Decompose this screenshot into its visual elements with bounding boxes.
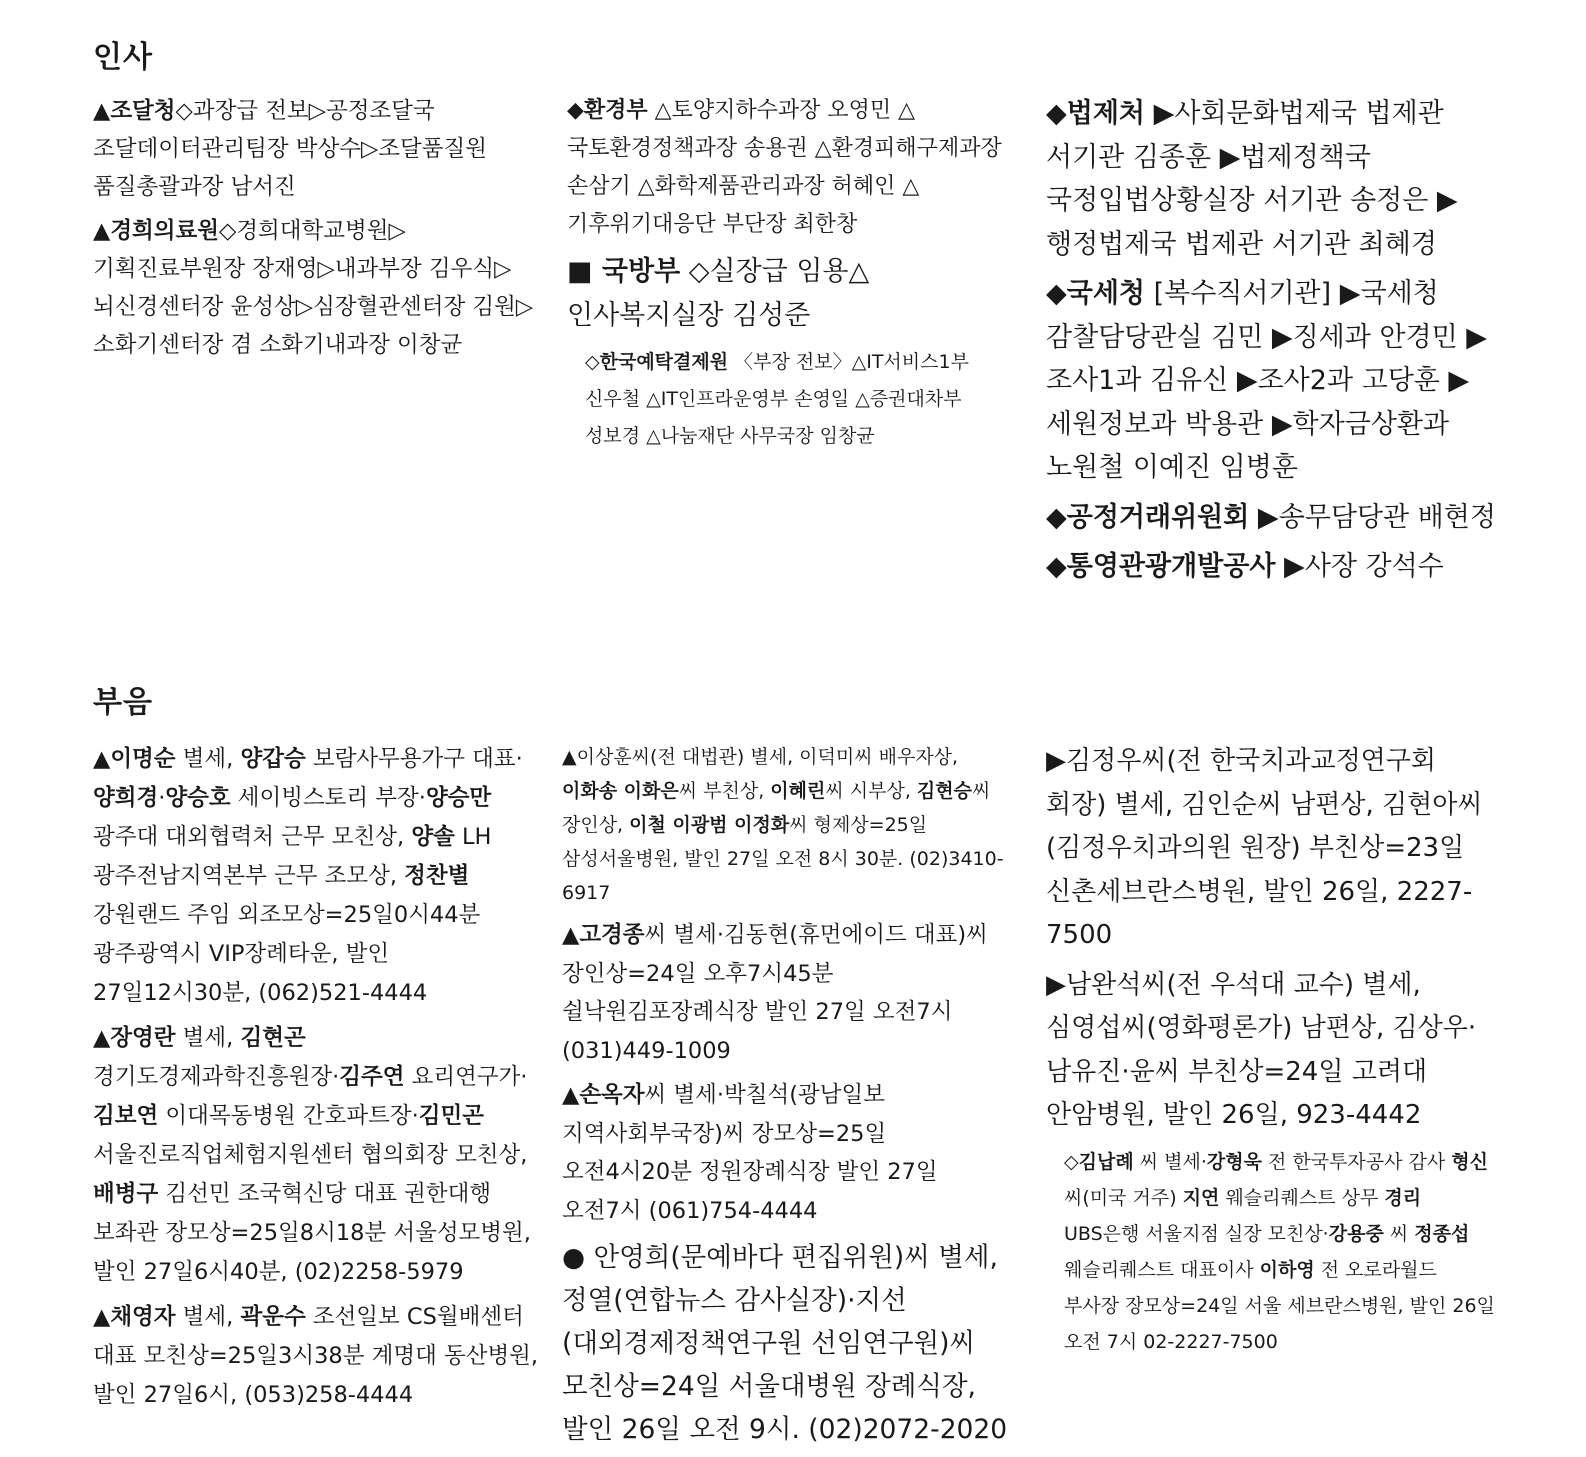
appointment-text: [복수직서기관] ▶국세청 감찰담당관실 김민 ▶징세과 안경민 ▶조사1과 김유신 ▶조사2과 고당훈 ▶세원정보과 박용관 ▶학자금상환과 노원철 이예진 임병훈	[1046, 278, 1488, 483]
entry-marker-icon: ▶	[1046, 746, 1066, 776]
entry-marker-icon: ▲	[93, 218, 111, 244]
obituary-text: 보람사무용가구 대표·	[305, 746, 523, 772]
appointment-text: △토양지하수과장 오영민 △국토환경정책과장 송용권 △환경피해구제과장 손삼기 △화학제품관리과장 허혜인 △기후위기대응단 부단장 최한창	[567, 98, 1002, 237]
obituary-column-1	[93, 740, 541, 1421]
obituary-text: 씨	[1383, 1222, 1415, 1245]
obituary-entry	[562, 916, 1017, 1070]
entry-marker-icon: ◇	[585, 351, 600, 373]
obituary-text: 안영희(문예바다 편집위원)씨 별세, 정열(연합뉴스 감사실장)·지선(대외경제정책연구원 선임연구원)씨 모친상=24일 서울대병원 장례식장, 발인 26일 오전 9시. (02)2072-2020	[562, 1242, 1008, 1445]
appointment-text: ▶사장 강석수	[1275, 551, 1444, 582]
personnel-entry	[567, 344, 1017, 455]
entry-marker-icon: ◆	[1046, 551, 1067, 582]
obituary-text: 전 오로라월드 부사장 장모상=24일 서울 세브란스병원, 발인 26일 오전 7시 02-2227-7500	[1064, 1258, 1495, 1353]
obituary-text: 요리연구가·	[404, 1064, 528, 1090]
entry-marker-icon: ▲	[562, 922, 580, 948]
obituary-entry	[1046, 964, 1496, 1138]
appointment-text: ▶송무담당관 배현정	[1249, 501, 1496, 533]
entry-marker-icon: ▲	[93, 1025, 111, 1051]
person-name: 손옥자	[579, 1082, 645, 1108]
obituary-text: 씨 별세·박칠석(광남일보 지역사회부국장)씨 장모상=25일 오전4시20분 정원장례식장 발인 27일 오전7시 (061)754-4444	[562, 1082, 938, 1224]
obituary-text: UBS은행 서울지점 실장 모친상·	[1064, 1222, 1329, 1245]
person-name: 정종섭	[1414, 1222, 1470, 1245]
obituary-text: 씨 형제상=25일 삼성서울병원, 발인 27일 오전 8시 30분. (02)3410-6917	[562, 814, 1004, 904]
obituary-entry	[93, 1298, 541, 1415]
entry-marker-icon: ◆	[1046, 98, 1067, 129]
personnel-entry	[93, 92, 541, 206]
person-name: 김보연	[93, 1103, 159, 1129]
obituary-text: 씨 별세·	[1133, 1150, 1207, 1173]
person-name: 경리	[1384, 1186, 1422, 1209]
personnel-entry	[1046, 496, 1496, 540]
entry-marker-icon: ▲	[93, 98, 111, 124]
personnel-column-3	[1046, 92, 1496, 595]
entry-marker-icon: ◆	[567, 98, 584, 123]
organization-name: 국방부	[592, 256, 681, 287]
entry-marker-icon: ◆	[1046, 501, 1067, 533]
organization-name: 공정거래위원회	[1066, 501, 1250, 533]
personnel-entry	[1046, 545, 1496, 589]
appointment-text: ◇과장급 전보▷공정조달국 조달데이터관리팀장 박상수▷조달품질원 품질총괄과장 남서진	[93, 98, 487, 200]
personnel-section-title: 인사	[93, 40, 153, 75]
obituary-text: 강원랜드 주임 외조모상=25일0시44분 광주광역시 VIP장례타운, 발인 27일12시30분, (062)521-4444	[93, 902, 481, 1006]
obituary-entry	[93, 1019, 541, 1292]
organization-name: 조달청	[110, 98, 176, 124]
person-name: 배병구	[93, 1181, 159, 1207]
person-name: 장영란	[110, 1025, 176, 1051]
entry-marker-icon: ◆	[1046, 278, 1067, 309]
entry-marker-icon: ▲	[562, 746, 577, 768]
personnel-entry	[1046, 92, 1496, 266]
person-name: 김민곤	[418, 1103, 484, 1129]
entry-marker-icon: ▲	[93, 746, 111, 772]
obituary-text: 웨슬리퀘스트 상무	[1219, 1186, 1385, 1209]
personnel-entry	[1046, 272, 1496, 490]
obituary-text: 별세,	[175, 1304, 241, 1330]
obituary-text: 별세,	[175, 1025, 241, 1051]
personnel-column-1	[93, 92, 541, 370]
person-name: 이화송 이화은	[562, 780, 679, 802]
appointment-text: ◇경희대학교병원▷기획진료부원장 장재영▷내과부장 김우식▷뇌신경센터장 윤성상▷심장혈관센터장 김원▷소화기센터장 겸 소화기내과장 이창균	[93, 218, 534, 358]
personnel-entry	[93, 212, 541, 364]
obituary-text: 김정우씨(전 한국치과교정연구회 회장) 별세, 김인순씨 남편상, 김현아씨(김정우치과의원 원장) 부친상=23일 신촌세브란스병원, 발인 26일, 2227-7500	[1046, 746, 1483, 950]
obituary-text: 김선민 조국혁신당 대표 권한대행 보좌관 장모상=25일8시18분 서울성모병원, 발인 27일6시40분, (02)2258-5979	[93, 1181, 531, 1285]
entry-marker-icon: ▲	[562, 1082, 580, 1108]
obituary-text: 씨 별세·김동현(휴먼에이드 대표)씨 장인상=24일 오후7시45분 쉴낙원김포장례식장 발인 27일 오전7시 (031)449-1009	[562, 922, 988, 1064]
entry-marker-icon: ■	[567, 256, 593, 287]
person-name: 채영자	[110, 1304, 176, 1330]
person-name: 고경종	[579, 922, 645, 948]
organization-name: 한국예탁결제원	[599, 351, 729, 373]
personnel-column-2	[567, 92, 1017, 461]
obituary-entry	[562, 1236, 1017, 1451]
obituary-text: 씨(미국 거주)	[1064, 1186, 1183, 1209]
entry-marker-icon: ●	[562, 1242, 586, 1273]
person-name: 강용중	[1328, 1222, 1384, 1245]
obituary-entry	[93, 740, 541, 1013]
obituary-text: 씨 시부상,	[825, 780, 917, 802]
obituary-entry	[1046, 740, 1496, 958]
obituary-text: LH 광주전남지역본부 근무 조모상,	[93, 824, 492, 889]
person-name: 이혜린	[770, 780, 826, 802]
person-name: 강형욱	[1206, 1150, 1262, 1173]
organization-name: 국세청	[1066, 278, 1146, 309]
person-name: 양승만	[425, 785, 492, 811]
obituary-text: ·	[158, 785, 166, 811]
obituary-text: 전 한국투자공사 감사	[1261, 1150, 1452, 1173]
obituary-text: 씨 부친상,	[678, 780, 771, 802]
obituary-text: 광주대 대외협력처 근무 모친상,	[93, 824, 412, 850]
obituary-text: 웨슬리퀘스트 대표이사	[1064, 1258, 1260, 1281]
obituary-text: 이대목동병원 간호파트장·	[158, 1103, 419, 1129]
person-name: 김납례	[1078, 1150, 1134, 1173]
organization-name: 법제처	[1066, 98, 1146, 129]
person-name: 이명순	[110, 746, 176, 772]
entry-marker-icon: ▲	[93, 1304, 111, 1330]
obituary-text: 이상훈씨(전 대법관) 별세, 이덕미씨 배우자상,	[576, 746, 959, 768]
person-name: 김주연	[339, 1064, 405, 1090]
entry-marker-icon: ▶	[1046, 969, 1066, 1000]
organization-name: 통영관광개발공사	[1066, 551, 1276, 582]
obituary-text: 씨 장인상,	[562, 780, 991, 836]
obituary-text: 경기도경제과학진흥원장·	[93, 1064, 340, 1090]
person-name: 이철 이광범 이정화	[629, 814, 790, 836]
person-name: 김현승	[916, 780, 972, 802]
person-name: 이하영	[1259, 1258, 1315, 1281]
person-name: 김현곤	[240, 1025, 306, 1051]
obituary-entry	[562, 1076, 1017, 1230]
obituary-text: 남완석씨(전 우석대 교수) 별세, 심영섭씨(영화평론가) 남편상, 김상우·남유진·윤씨 부친상=24일 고려대 안암병원, 발인 26일, 923-4442	[1046, 969, 1477, 1130]
entry-marker-icon: ◇	[1064, 1150, 1079, 1173]
organization-name: 환경부	[583, 98, 648, 123]
obituary-column-3	[1046, 740, 1496, 1366]
person-name: 양갑승	[240, 746, 306, 772]
obituary-text: 세이빙스토리 부장·	[230, 785, 426, 811]
person-name: 지연	[1182, 1186, 1220, 1209]
obituary-text: 조선일보 CS월배센터 대표 모친상=25일3시38분 계명대 동산병원, 발인 27일6시, (053)258-4444	[93, 1304, 539, 1408]
obituary-text: 별세,	[175, 746, 241, 772]
personnel-entry	[567, 92, 1017, 244]
person-name: 곽운수	[240, 1304, 306, 1330]
appointment-text: 〈부장 전보〉△IT서비스1부 신우철 △IT인프라운영부 손영일 △증권대차부 성보경 △나눔재단 사무국장 임창균	[585, 351, 969, 447]
person-name: 양솔	[411, 824, 455, 850]
person-name: 정찬별	[404, 863, 470, 889]
organization-name: 경희의료원	[110, 218, 219, 244]
obituary-text: 서울진로직업체험지원센터 협의회장 모친상,	[93, 1142, 528, 1168]
person-name: 형신	[1451, 1150, 1489, 1173]
obituary-column-2	[562, 740, 1017, 1457]
appointment-text: ▶사회문화법제국 법제관 서기관 김종훈 ▶법제정책국 국정입법상황실장 서기관 송정은 ▶행정법제국 법제관 서기관 최혜경	[1046, 98, 1458, 260]
personnel-entry	[567, 250, 1017, 338]
obituary-entry	[1046, 1144, 1496, 1360]
appointment-text: ◇실장급 임용△인사복지실장 김성준	[567, 256, 870, 331]
person-name: 양희경	[93, 785, 159, 811]
person-name: 양승호	[165, 785, 231, 811]
obituary-section-title: 부음	[93, 685, 153, 720]
obituary-entry	[562, 740, 1017, 910]
